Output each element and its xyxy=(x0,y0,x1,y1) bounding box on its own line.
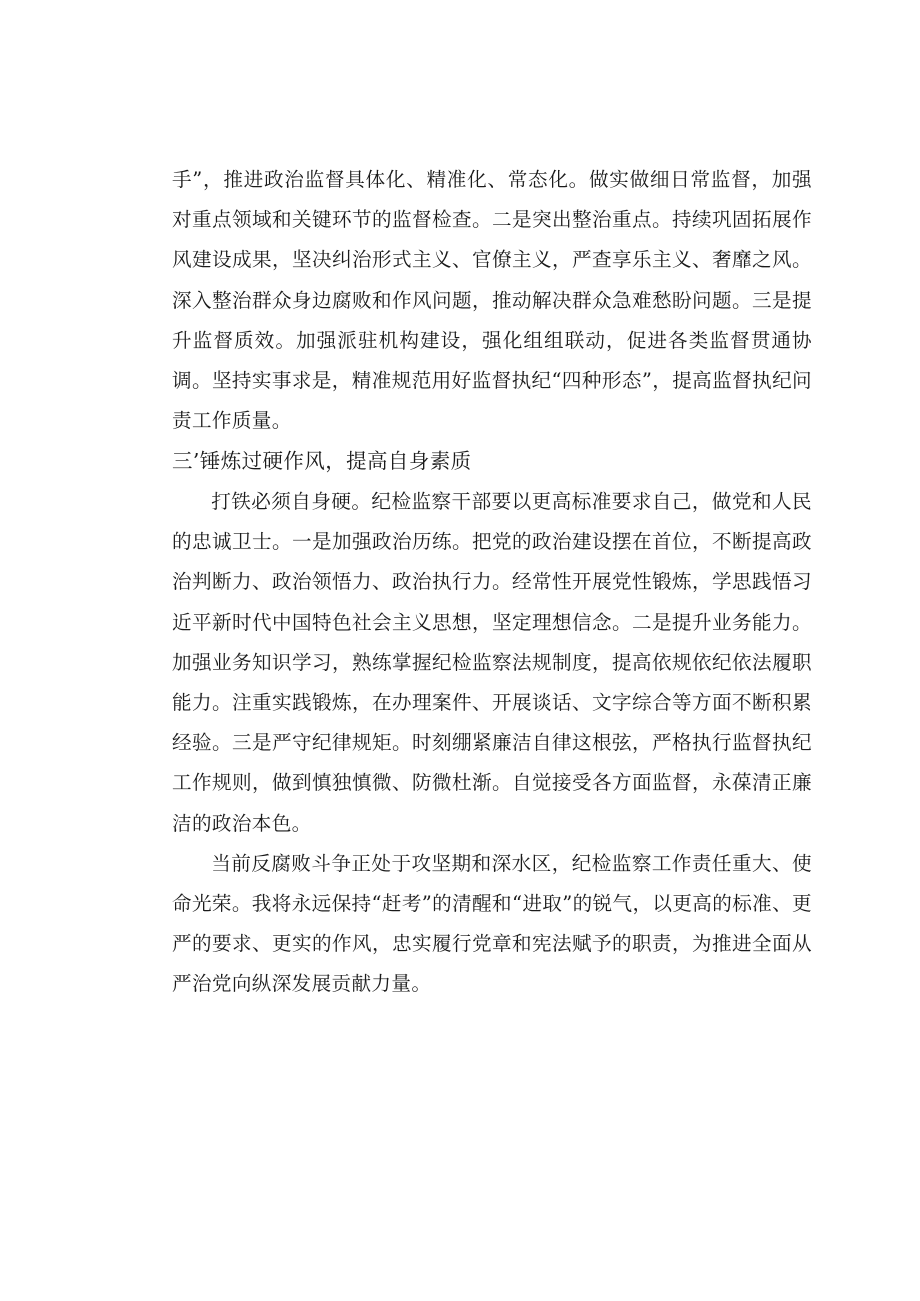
paragraph-continued: 手”，推进政治监督具体化、精准化、常态化。做实做细日常监督，加强对重点领域和关键环节的监督检查。二是突出整治重点。持续巩固拓展作风建设成果，坚决纠治形式主义、官僚主义，严查享乐主义、奢靡之风。深入整治群众身边腐败和作风问题，推动解决群众急难愁盼问题。三是提升监督质效。加强派驻机构建设，强化组组联动，促进各类监督贯通协调。坚持实事求是，精准规范用好监督执纪“四种形态”，提高监督执纪问责工作质量。 xyxy=(172,168,812,433)
section-heading: 三’锤炼过硬作风，提高自身素质 xyxy=(172,449,472,474)
paragraph-conclusion: 当前反腐败斗争正处于攻坚期和深水区，纪检监察工作责任重大、使命光荣。我将永远保持“赶考”的清醒和“进取”的锐气，以更高的标准、更严的要求、更实的作风，忠实履行党章和宪法赋予的职责，为推进全面从严治党向纵深发展贡献力量。 xyxy=(172,851,812,996)
document-body xyxy=(172,160,812,1005)
paragraph-self-discipline: 打铁必须自身硬。纪检监察干部要以更高标准要求自己，做党和人民的忠诚卫士。一是加强政治历练。把党的政治建设摆在首位，不断提高政治判断力、政治领悟力、政治执行力。经常性开展党性锻炼，学思践悟习近平新时代中国特色社会主义思想，坚定理想信念。二是提升业务能力。加强业务知识学习，熟练掌握纪检监察法规制度，提高依规依纪依法履职能力。注重实践锻炼，在办理案件、开展谈话、文字综合等方面不断积累经验。三是严守纪律规矩。时刻绷紧廉洁自律这根弦，严格执行监督执纪工作规则，做到慎独慎微、防微杜渐。自觉接受各方面监督，永葆清正廉洁的政治本色。 xyxy=(172,489,812,835)
